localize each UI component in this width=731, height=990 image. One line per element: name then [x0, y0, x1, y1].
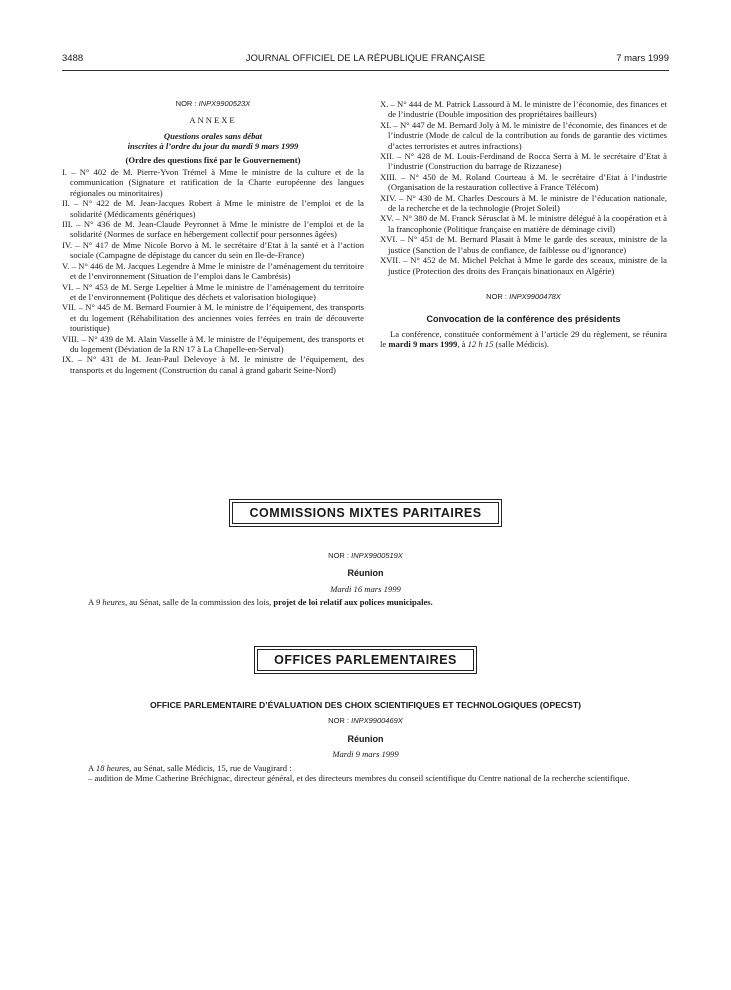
cmp-heading-box	[0, 499, 731, 527]
reunion-heading: Réunion	[347, 568, 384, 579]
audition-text: – audition de Mme Catherine Bréchignac, directeur général, et des directeurs membres du conseil scientifique du Centre national de la recherche scientifique.	[88, 773, 630, 784]
page-header	[62, 53, 669, 67]
office-title: OFFICE PARLEMENTAIRE D’ÉVALUATION DES CHOIX SCIENTIFIQUES ET TECHNOLOGIQUES (OPECST)	[150, 700, 581, 710]
question-item: II. – N° 422 de M. Jean-Jacques Robert à Mme le ministre de l’emploi et de la solidarité (Médicaments génériques)	[62, 198, 364, 219]
question-item: XII. – N° 428 de M. Louis-Ferdinand de Rocca Serra à M. le secrétaire d’Etat à l’industrie (Construction du barrage de Rizzanese)	[380, 151, 667, 172]
question-item: XI. – N° 447 de M. Bernard Joly à M. le ministre de l’économie, des finances et de l’industrie (Mode de calcul de la contribution au fonds de garantie des victimes d’actes terroristes et autres infractions)	[380, 119, 667, 151]
nor-reference: NOR : INPX9900469X	[328, 716, 403, 726]
question-item: XVII. – N° 452 de M. Michel Pelchat à Mme le garde des sceaux, ministre de la justice (Protection des droits des Français binationaux en Algérie)	[380, 255, 667, 276]
reunion-heading: Réunion	[347, 733, 384, 744]
nor-reference: NOR : INPX9900519X	[328, 551, 403, 560]
question-item: X. – N° 444 de M. Patrick Lassourd à M. le ministre de l’économie, des finances et de l’industrie (Double imposition des propriétaires bailleurs)	[380, 99, 667, 120]
convocation-title: Convocation de la conférence des présidents	[426, 314, 621, 325]
questions-subtitle: inscrites à l’ordre du jour du mardi 9 mars 1999	[127, 141, 299, 152]
op-section	[62, 700, 669, 783]
nor-reference: NOR : INPX9900523X	[175, 99, 251, 108]
question-item: XV. – N° 380 de M. Franck Sérusclat à M. le ministre délégué à la coopération et à la francophonie (Politique française en matière de déminage civil)	[380, 213, 667, 234]
op-heading-box	[0, 646, 731, 674]
question-item: VII. – N° 445 de M. Bernard Fournier à M. le ministre de l’équipement, des transports et du logement (Réhabilitation des anciennes voies ferrées en train de découverte touristique)	[62, 302, 364, 334]
op-heading: OFFICES PARLEMENTAIRES	[257, 649, 474, 671]
question-item: V. – N° 446 de M. Jacques Legendre à Mme le ministre de l’aménagement du territoire et de l’environnement (Situation de l’emploi dans le Cambrésis)	[62, 260, 364, 282]
cmp-section	[62, 551, 669, 608]
question-item: XVI. – N° 451 de M. Bernard Plasait à Mme le garde des sceaux, ministre de la justice (Sanction de l’abus de confiance, de faiblesse ou d’ignorance)	[380, 234, 667, 255]
cmp-heading: COMMISSIONS MIXTES PARITAIRES	[232, 502, 498, 524]
issue-date: 7 mars 1999	[616, 53, 669, 64]
question-item: IX. – N° 431 de M. Jean-Paul Delevoye à M. le ministre de l’équipement, des transports et du logement (Construction du canal à grand gabarit Seine-Nord)	[62, 354, 364, 375]
header-rule	[62, 70, 669, 71]
reunion-details: A 18 heures, au Sénat, salle Médicis, 15, rue de Vaugirard :	[88, 762, 292, 773]
questions-title: Questions orales sans débat	[163, 130, 263, 141]
right-column	[380, 99, 667, 350]
question-item: VIII. – N° 439 de M. Alain Vasselle à M. le ministre de l’équipement, des transports et du logement (Déviation de la RN 17 à La Chapelle-en-Serval)	[62, 333, 364, 354]
order-note: (Ordre des questions fixé par le Gouvernement)	[125, 154, 301, 165]
question-item: XIV. – N° 430 de M. Charles Descours à M. le ministre de l’éducation nationale, de la recherche et de la technologie (Projet Soleil)	[380, 192, 667, 214]
left-column	[62, 99, 364, 375]
reunion-date: Mardi 16 mars 1999	[330, 583, 401, 594]
question-item: IV. – N° 417 de Mme Nicole Borvo à M. le secrétaire d’Etat à la santé et à l’action sociale (Campagne de dépistage du cancer du sein en Ile-de-France)	[62, 239, 364, 261]
question-item: XIII. – N° 450 de M. Roland Courteau à M. le secrétaire d’Etat à l’industrie (Organisation de la restauration collective à France Télécom)	[380, 171, 667, 193]
page-number: 3488	[62, 53, 84, 64]
question-item: VI. – N° 453 de M. Serge Lepeltier à Mme le ministre de l’aménagement du territoire et de l’environnement (Politique des déchets et valorisation biologique)	[62, 281, 364, 302]
nor-reference: NOR : INPX9900478X	[486, 291, 561, 301]
question-item: I. – N° 402 de M. Pierre-Yvon Trémel à Mme le ministre de la culture et de la communication (Signature et ratification de la Charte européenne des langues régionales ou minoritaires)	[62, 167, 364, 198]
reunion-details: A 9 heures, au Sénat, salle de la commission des lois, projet de loi relatif aux polices municipales.	[88, 597, 433, 608]
annexe-heading: ANNEXE	[189, 115, 237, 126]
journal-title: JOURNAL OFFICIEL DE LA RÉPUBLIQUE FRANÇAISE	[245, 53, 486, 64]
convocation-text: La conférence, constituée conformément à l’article 29 du règlement, se réunira le mardi 9 mars 1999, à 12 h 15 (salle Médicis).	[380, 328, 667, 350]
question-item: III. – N° 436 de M. Jean-Claude Peyronnet à Mme le ministre de l’emploi et de la solidarité (Normes de surface en hébergement collectif pour personnes âgées)	[62, 219, 364, 240]
reunion-date: Mardi 9 mars 1999	[332, 749, 399, 760]
